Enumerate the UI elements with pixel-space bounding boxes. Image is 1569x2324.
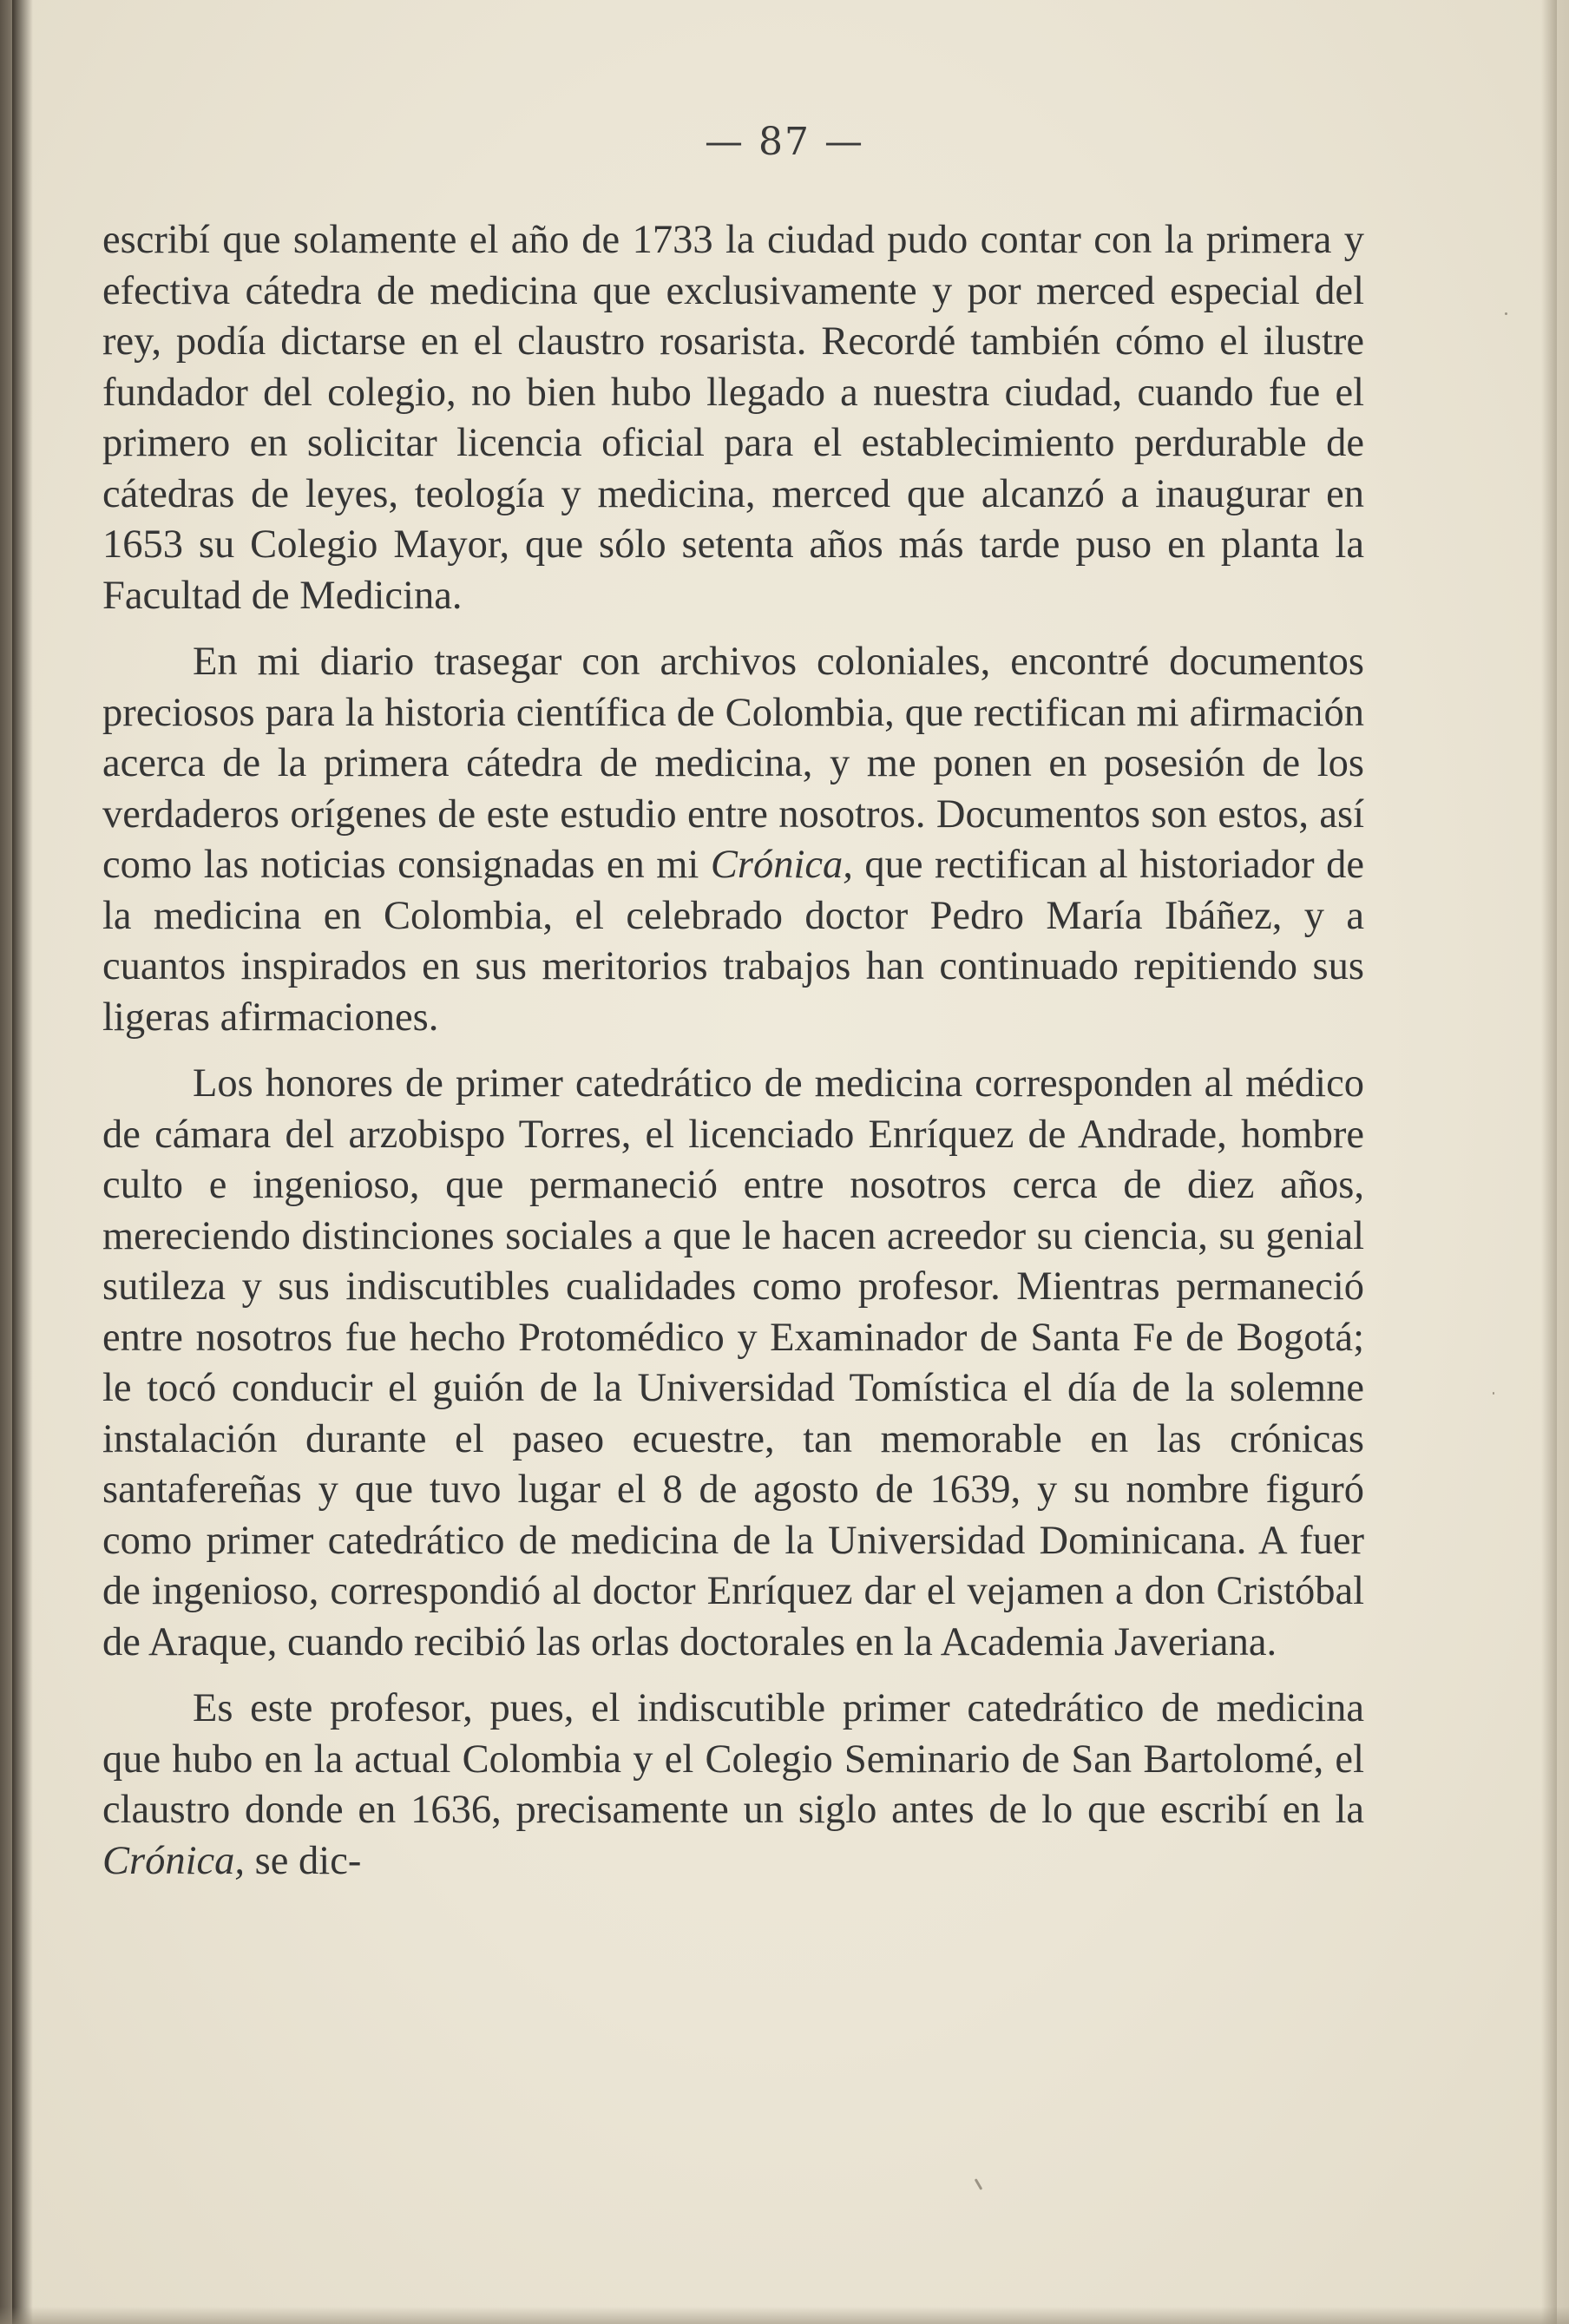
page-right-edge — [1541, 0, 1557, 2324]
paragraph-text: que rectifican al historiador de la medicina en Colombia, el celebrado doctor Pedro María Ibáñez, y a cuantos inspirados en sus meritorios trabajos han continuado repitiendo sus ligeras afirmaciones. — [102, 843, 1364, 1040]
binding-shadow — [12, 0, 33, 2324]
paper-speck — [1493, 1392, 1494, 1395]
paper-speck — [975, 2178, 983, 2190]
paragraph-text: se dic- — [245, 1838, 362, 1883]
page-number: — 87 — — [705, 120, 864, 164]
paragraph-4 — [102, 1684, 1364, 1887]
paragraph-text: escribí que solamente el año de 1733 la ciudad pudo contar con la primera y efectiva cátedra de medicina que exclusivamente y por merced especial del rey, podía dictarse en el claustro rosarista. Recordé también cómo el ilustre fundador del colegio, no bien hubo llegado a nuestra ciudad, cuando fue el primero en solicitar licencia oficial para el establecimiento perdurable de cátedras de leyes, teología y medicina, merced que alcanzó a inaugurar en 1653 su Colegio Mayor, que sólo setenta años más tarde puso en planta la Facultad de Medicina. — [102, 218, 1364, 618]
paper-speck — [1505, 312, 1507, 315]
paragraph-text: Es este profesor, pues, el indiscutible primer catedrático de medicina que hubo en la actual Colombia y el Colegio Seminario de San Bartolomé, el claustro donde en 1636, precisamente un siglo antes de lo que escribí en la — [102, 1686, 1364, 1832]
italic-title-cronica: Crónica, — [710, 843, 853, 887]
paragraph-2 — [102, 637, 1364, 1043]
page-bottom-edge — [0, 2307, 1569, 2324]
paragraph-text: Los honores de primer catedrático de medicina corresponden al médico de cámara del arzobispo Torres, el licenciado Enríquez de Andrade, hombre culto e ingenioso, que permaneció entre nosotros cerca de diez años, mereciendo distinciones sociales a que le hacen acreedor su ciencia, su genial sutileza y sus indiscutibles cualidades como profesor. Mientras permaneció entre nosotros fue hecho Protomédico y Examinador de Santa Fe de Bogotá; le tocó conducir el guión de la Universidad Tomística el día de la solemne instalación durante el paseo ecuestre, tan memorable en las crónicas santafereñas y que tuvo lugar el 8 de agosto de 1639, y su nombre figuró como primer catedrático de medicina de la Universidad Dominicana. A fuer de ingenioso, correspondió al doctor Enríquez dar el vejamen a don Cristóbal de Araque, cuando recibió las orlas doctorales en la Academia Javeriana. — [102, 1061, 1364, 1664]
paragraph-text: En mi diario trasegar con archivos coloniales, encontré documentos preciosos para la historia científica de Colombia, que rectifican mi afirmación acerca de la primera cátedra de medicina, y me ponen en posesión de los verdaderos orígenes de este estudio entre nosotros. Documentos son estos, así como las noticias consignadas en mi — [102, 640, 1364, 887]
paragraph-3 — [102, 1059, 1364, 1668]
paragraph-1 — [102, 215, 1364, 621]
body-text — [102, 215, 1364, 1902]
italic-title-cronica: Crónica, — [102, 1838, 246, 1883]
